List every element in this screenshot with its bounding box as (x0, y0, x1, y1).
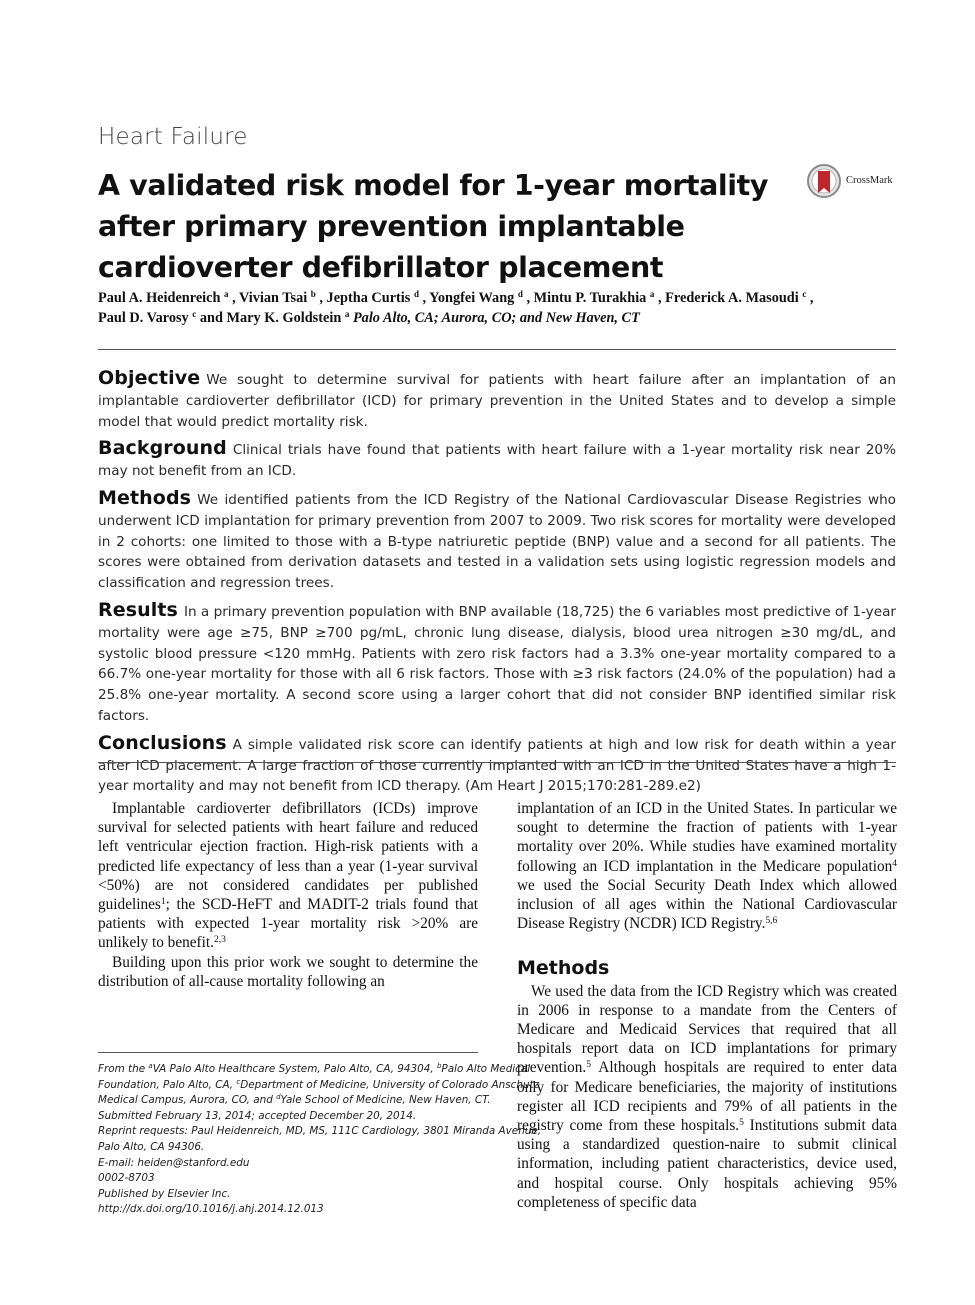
body-paragraph: We used the data from the ICD Registry which was created in 2006 in response to a mandate from the Centers of Medicare and Medicaid Services that required that all hospitals report data on ICD implantations for primary prevention.$^5$ Although hospitals are required to enter data only for Medicare beneficiaries, the majority of institutions register all ICD recipients and 79% of all patients in the registry come from these hospitals.$^5$ Institutions submit data using a standardized question-naire to submit clinical information, including patient characteristics, device used, and hospital course. Only hospitals achieving 95% completeness of specific data (517, 982, 898, 1211)
abstract-text: Clinical trials have found that patients with heart failure with a 1-year mortality risk near 20% may not benefit from an ICD. (98, 442, 896, 480)
abstract (98, 368, 896, 803)
citation-ref: 4 (892, 858, 897, 869)
footnote-email[interactable]: E-mail: heiden@stanford.edu (98, 1156, 250, 1169)
crossmark-label: CrossMark (846, 175, 893, 186)
abstract-text: We identified patients from the ICD Registry of the National Cardiovascular Disease Registries who underwent ICD implantation for primary prevention from 2007 to 2009. Two risk scores for mortality were developed in 2 cohorts: one limited to those with a B-type natriuretic peptide (BNP) value and a second for all patients. The scores were obtained from derivation datasets and tested in a validation sets using logistic regression models and classification and regression trees. (98, 491, 896, 592)
abstract-text: A simple validated risk score can identify patients at high and low risk for death within a year after ICD placement. A large fraction of those currently implanted with an ICD in the United States have a high 1-year mortality and may not benefit from ICD therapy. (Am Heart J 2015;170:281-289.e2) (98, 736, 896, 795)
section-label: Heart Failure (98, 124, 248, 150)
author-affiliation-mark: d (517, 289, 523, 299)
abstract-results (98, 600, 896, 727)
citation-ref: 5 (739, 1118, 744, 1129)
abstract-text: We sought to determine survival for patients with heart failure after an implantation of an implantable cardioverter defibrillator (ICD) for primary prevention in the United States and to develop a simple model that would predict mortality risk. (98, 372, 896, 430)
author-name: Yongfei Wang (429, 290, 515, 306)
author-affiliation-mark: d (413, 289, 419, 299)
abstract-conclusions (98, 733, 896, 797)
abstract-heading: Results (98, 598, 178, 621)
body-paragraph: Implantable cardioverter defibrillators (ICDs) improve survival for selected patients with heart failure and reduced left ventricular ejection fraction. High-risk patients with a predicted life expectancy of less than a year (1-year survival <50%) are not considered candidates per published guidelines$^1$; the SCD-HeFT and MADIT-2 trials found that patients with expected 1-year mortality risk >20% are unlikely to benefit.$^{2,3}$ (98, 800, 478, 952)
author-name: Mary K. Goldstein (226, 310, 342, 326)
article-title: A validated risk model for 1-year mortality after primary prevention implantable cardioverter defibrillator placement (98, 169, 769, 284)
author-name: Vivian Tsai (239, 290, 308, 306)
author-name: Paul D. Varosy (98, 310, 189, 326)
author-affiliation-mark: a (344, 309, 350, 319)
abstract-top-rule (98, 349, 896, 350)
author-list: Paul A. Heidenreich $^a$ , Vivian Tsai $^b$ , Jeptha Curtis $^d$ , Yongfei Wang $^d$ , Mintu P. Turakhia $^a$ , Frederick A. Masoudi $^c$ , Paul D. Varosy $^c$ and Mary K. Goldstein $^a$ Palo Alto, CA; Aurora, CO; and New Haven, CT (98, 289, 814, 326)
author-affiliation-mark: c (192, 309, 197, 319)
footnote-affiliation: Medical Campus, Aurora, CO, and $^d$Yale School of Medicine, New Haven, CT. (98, 1093, 491, 1107)
footnote-affiliation: Foundation, Palo Alto, CA, $^c$Department of Medicine, University of Colorado Anschutz (98, 1077, 540, 1091)
author-locations: Palo Alto, CA; Aurora, CO; and New Haven, CT (352, 310, 640, 326)
body-column-right (517, 799, 897, 1212)
abstract-heading: Background (98, 437, 227, 460)
abstract-methods (98, 488, 896, 594)
citation-ref: 2,3 (213, 935, 226, 946)
author-affiliation-mark: a (649, 289, 655, 299)
author-affiliation-mark: a (224, 289, 229, 299)
author-name: Mintu P. Turakhia (533, 290, 647, 306)
footnote-affiliation: From the $^a$VA Palo Alto Healthcare System, Palo Alto, CA, 94304, $^b$Palo Alto Medical (98, 1062, 531, 1075)
body-paragraph: Building upon this prior work we sought to determine the distribution of all-cause mortality following an (98, 953, 478, 990)
author-name: Paul A. Heidenreich (98, 290, 221, 306)
citation-ref: 1 (160, 897, 166, 908)
abstract-text: In a primary prevention population with BNP available (18,725) the 6 variables most predictive of 1-year mortality were age ≥75, BNP ≥700 pg/mL, chronic lung disease, dialysis, blood urea nitrogen ≥30 mg/dL, and systolic blood pressure <120 mmHg. Patients with zero risk factors had a 3.3% one-year mortality compared to a 66.7% one-year mortality for those with all 6 risk factors. Those with ≥3 risk factors (24.0% of the population) had a 25.8% one-year mortality. A second score using a larger cohort that did not consider BNP identified similar risk factors. (98, 603, 896, 724)
body-paragraph: implantation of an ICD in the United States. In particular we sought to determine the fraction of patients with 1-year mortality over 20%. While studies have examined mortality following an ICD implantation in the Medicare population$^4$ we used the Social Security Death Index which allowed inclusion of all ages within the National Cardiovascular Disease Registry (NCDR) ICD Registry.$^{5,6}$ (517, 800, 897, 933)
author-name: Frederick A. Masoudi (665, 290, 799, 306)
footnote-issn: 0002-8703 (98, 1172, 155, 1185)
abstract-heading: Conclusions (98, 731, 227, 754)
body-column-left (98, 799, 478, 991)
footnote-doi-link[interactable]: http://dx.doi.org/10.1016/j.ahj.2014.12.013 (98, 1203, 324, 1216)
author-name: Jeptha Curtis (326, 290, 411, 306)
abstract-objective (98, 368, 896, 432)
crossmark-badge[interactable] (806, 163, 902, 201)
footnote-reprint-address: Palo Alto, CA 94306. (98, 1140, 205, 1153)
abstract-bottom-rule (98, 762, 896, 763)
footnote-rule (98, 1052, 478, 1053)
footnote-submitted: Submitted February 13, 2014; accepted December 20, 2014. (98, 1109, 417, 1122)
author-affiliation-mark: b (310, 289, 316, 299)
footnote-reprint: Reprint requests: Paul Heidenreich, MD, MS, 111C Cardiology, 3801 Miranda Avenue, (98, 1125, 542, 1138)
crossmark-icon (806, 163, 842, 199)
citation-ref: 5,6 (765, 916, 778, 927)
author-affiliation-mark: c (802, 289, 807, 299)
abstract-background (98, 438, 896, 482)
author-conjunction: and (199, 310, 223, 326)
footnote-publisher: Published by Elsevier Inc. (98, 1187, 231, 1200)
abstract-heading: Methods (98, 486, 192, 509)
citation-ref: 5 (586, 1060, 591, 1071)
footnotes (98, 1062, 542, 1218)
abstract-heading: Objective (98, 367, 201, 389)
methods-heading: Methods (517, 957, 610, 980)
